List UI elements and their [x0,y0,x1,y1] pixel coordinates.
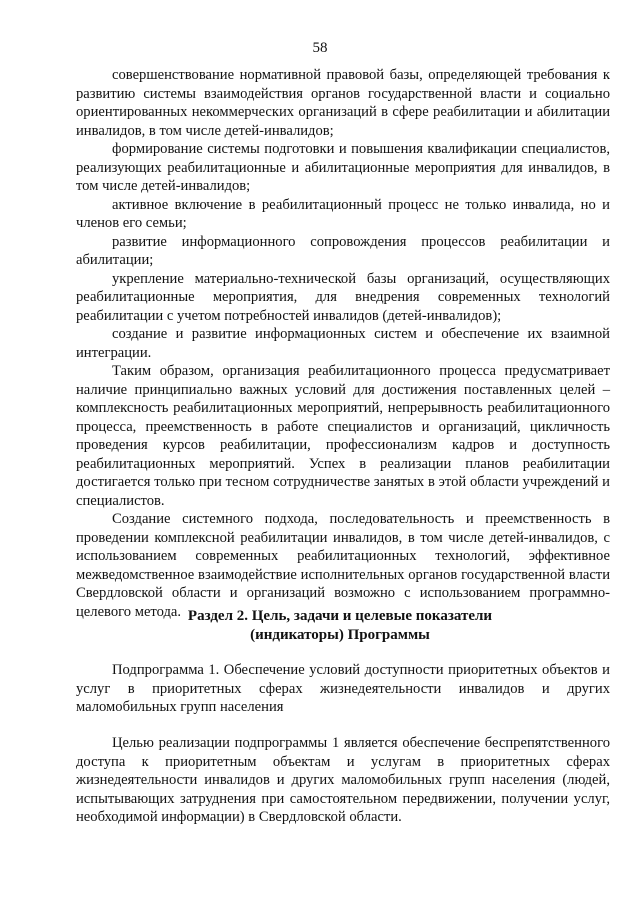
page-number: 58 [312,40,328,56]
subprogram-title [76,661,610,717]
section-heading-line1: Раздел 2. Цель, задачи и целевые показатели [187,608,493,624]
paragraph: активное включение в реабилитационный процесс не только инвалида, но и членов его семьи; [76,196,610,231]
paragraph: Создание системного подхода, последовательность и преемственность в проведении комплексной реабилитации инвалидов, в том числе детей-инвалидов, с использованием современных реабилитационных технологий, эффективное межведомственное взаимодействие исполнительных органов государственной власти Свердловской области и организаций возможно с использованием программно-целевого метода. [76,511,610,620]
goal-block [76,734,610,827]
paragraph: формирование системы подготовки и повышения квалификации специалистов, реализующих реабилитационные и абилитационные мероприятия для инвалидов, в том числе детей-инвалидов; [76,141,610,194]
section-heading [140,607,540,645]
paragraph: развитие информационного сопровождения процессов реабилитации и абилитации; [76,233,610,268]
goal-text: Целью реализации подпрограммы 1 является обеспечение беспрепятственного доступа к приоритетным объектам и услугам в приоритетных сферах жизнедеятельности инвалидов и других маломобильных групп населения (людей, испытывающих затруднения при самостоятельном передвижении, получении услуг, необходимой информации) в Свердловской области. [76,735,610,825]
paragraph: укрепление материально-технической базы организаций, осуществляющих реабилитационные мероприятия, для внедрения современных технологий реабилитации с учетом потребностей инвалидов (детей-инвалидов); [76,270,610,324]
body-text [76,66,610,621]
paragraph: Таким образом, организация реабилитационного процесса предусматривает наличие принципиально важных условий для достижения поставленных целей – комплексность реабилитационных мероприятий, непрерывность реабилитационного процесса, преемственность в работе специалистов и организаций, цикличность проведения курсов реабилитации, профессионализм кадров и доступность реабилитационных мероприятий. Успех в реализации планов реабилитации достигается только при тесном сотрудничестве занятых в этой области учреждений и специалистов. [76,363,610,509]
paragraph: создание и развитие информационных систем и обеспечение их взаимной интеграции. [76,326,610,361]
subprogram-text: Подпрограмма 1. Обеспечение условий доступности приоритетных объектов и услуг в приоритетных сферах жизнедеятельности инвалидов и других маломобильных групп населения [76,662,610,715]
paragraph: совершенствование нормативной правовой базы, определяющей требования к развитию системы взаимодействия органов государственной власти и социально ориентированных некоммерческих организаций в сфере реабилитации и абилитации инвалидов, в том числе детей-инвалидов; [76,67,610,139]
section-heading-line2: (индикаторы) Программы [250,627,430,643]
